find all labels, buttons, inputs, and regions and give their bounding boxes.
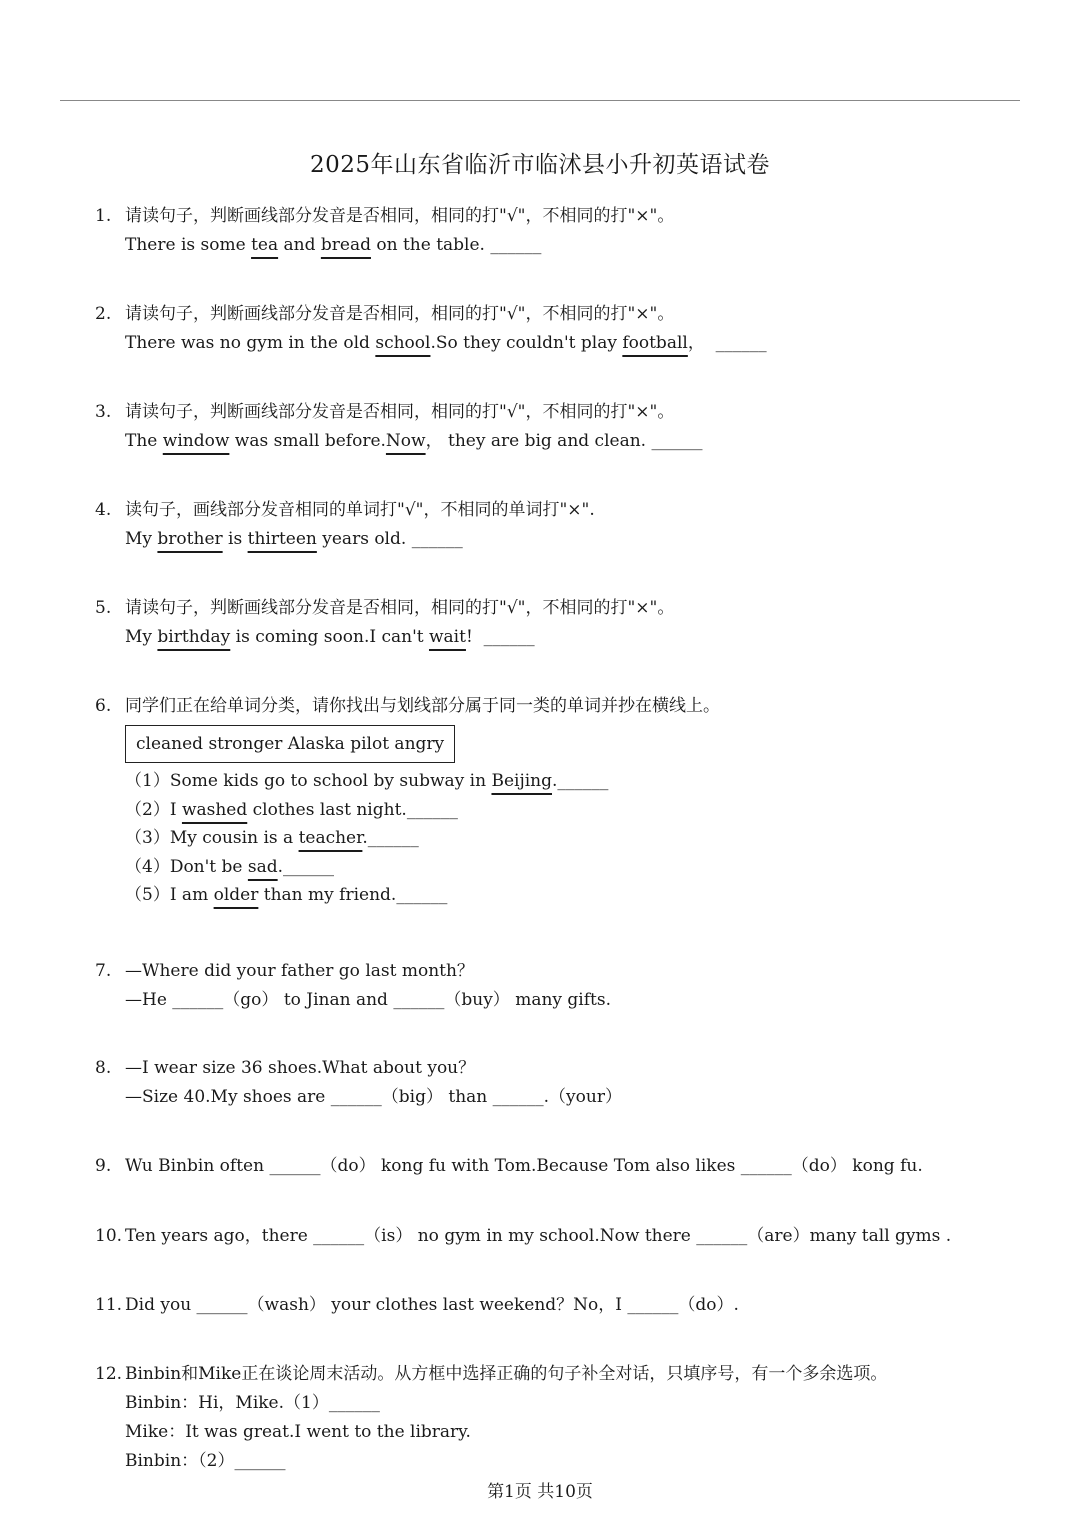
underlined-word: sad <box>247 856 278 877</box>
question-prompt: 请读句子，判断画线部分发音是否相同，相同的打"√"，不相同的打"×"。 <box>125 304 675 324</box>
answer-blank[interactable]: ______ <box>406 799 458 820</box>
question-prompt: 请读句子，判断画线部分发音是否相同，相同的打"√"，不相同的打"×"。 <box>125 598 675 618</box>
underlined-word: bread <box>320 235 371 255</box>
answer-blank[interactable]: ______ <box>330 1087 382 1107</box>
answer-blank[interactable]: ______ <box>627 1295 679 1315</box>
answer-blank[interactable]: ______ <box>492 1087 544 1107</box>
underlined-word: brother <box>157 529 223 549</box>
underlined-word: Now <box>385 431 426 451</box>
question-11: 11. Did you ______（wash） your clothes last weekend？No，I ______（do）. <box>95 1295 739 1315</box>
answer-blank[interactable]: ______ <box>396 885 448 905</box>
answer-blank[interactable]: ______ <box>411 529 463 549</box>
underlined-word: teacher <box>298 828 363 848</box>
question-6: 6. 同学们正在给单词分类，请你找出与划线部分属于同一类的单词并抄在横线上。 cleaned stronger Alaska pilot angry （1）Some kids go to school by subway in Beijing.______ （2）I washed clothes last night.______ （3）My cousin is a teacher.______ （4）Don't be sad.______ （5）I am older than my friend.______ <box>95 696 720 905</box>
question-10: 10. Ten years ago，there ______（is） no gym in my school.Now there ______（are）many tall gyms . <box>95 1226 952 1246</box>
underlined-word: wait <box>428 627 466 647</box>
answer-blank[interactable]: ______ <box>367 828 419 848</box>
answer-blank[interactable]: ______ <box>269 1156 321 1176</box>
question-9: 9. Wu Binbin often ______（do） kong fu with Tom.Because Tom also likes ______（do） kong fu. <box>95 1156 923 1176</box>
answer-blank[interactable]: ______ <box>234 1451 286 1471</box>
word-box: cleaned stronger Alaska pilot angry <box>125 725 455 763</box>
question-2: 2. 请读句子，判断画线部分发音是否相同，相同的打"√"，不相同的打"×"。 There was no gym in the old school.So they couldn't play football， ______ <box>95 304 767 353</box>
question-prompt: Binbin和Mike正在谈论周末活动。从方框中选择正确的句子补全对话，只填序号，有一个多余选项。 <box>125 1364 888 1384</box>
question-7: 7. —Where did your father go last month？ —He ______（go） to Jinan and ______（buy） many gifts. <box>95 961 611 1010</box>
question-12: 12. Binbin和Mike正在谈论周末活动。从方框中选择正确的句子补全对话，只填序号，有一个多余选项。 Binbin：Hi，Mike.（1）______ Mike：It was great.I went to the library. Binbin：（2）______ <box>95 1364 888 1471</box>
answer-blank[interactable]: ______ <box>196 1295 248 1315</box>
answer-blank[interactable]: ______ <box>740 1156 792 1176</box>
question-prompt: 请读句子，判断画线部分发音是否相同，相同的打"√"，不相同的打"×"。 <box>125 206 675 226</box>
underlined-word: school <box>375 333 431 353</box>
question-8: 8. —I wear size 36 shoes.What about you？ —Size 40.My shoes are ______（big） than ______.（your） <box>95 1058 622 1107</box>
underlined-word: birthday <box>157 627 231 647</box>
question-1: 1. 请读句子，判断画线部分发音是否相同，相同的打"√"，不相同的打"×"。 There is some tea and bread on the table. ______ <box>95 206 675 255</box>
answer-blank[interactable]: ______ <box>651 431 703 451</box>
answer-blank[interactable]: ______ <box>715 333 767 353</box>
answer-blank[interactable]: ______ <box>328 1393 380 1413</box>
answer-blank[interactable]: ______ <box>696 1226 748 1246</box>
answer-blank[interactable]: ______ <box>283 856 335 877</box>
answer-blank[interactable]: ______ <box>313 1226 365 1246</box>
header-rule <box>60 100 1020 101</box>
question-4: 4. 读句子，画线部分发音相同的单词打"√"，不相同的单词打"×". My brother is thirteen years old. ______ <box>95 500 595 549</box>
question-prompt: 请读句子，判断画线部分发音是否相同，相同的打"√"，不相同的打"×"。 <box>125 402 675 422</box>
page-footer: 第1页 共10页 <box>487 1482 593 1502</box>
answer-blank[interactable]: ______ <box>490 235 542 255</box>
underlined-word: window <box>162 431 230 451</box>
answer-blank[interactable]: ______ <box>393 990 445 1010</box>
question-3: 3. 请读句子，判断画线部分发音是否相同，相同的打"√"，不相同的打"×"。 The window was small before.Now， they are big and clean. ______ <box>95 402 703 451</box>
underlined-word: Beijing <box>491 771 552 791</box>
page-title: 2025年山东省临沂市临沭县小升初英语试卷 <box>309 152 771 178</box>
underlined-word: football <box>622 333 688 353</box>
answer-blank[interactable]: ______ <box>483 627 535 647</box>
underlined-word: tea <box>251 235 279 255</box>
answer-blank[interactable]: ______ <box>172 990 224 1010</box>
question-prompt: 读句子，画线部分发音相同的单词打"√"，不相同的单词打"×". <box>125 500 595 520</box>
question-5: 5. 请读句子，判断画线部分发音是否相同，相同的打"√"，不相同的打"×"。 My birthday is coming soon.I can't wait! ______ <box>95 598 675 647</box>
underlined-word: thirteen <box>247 529 317 549</box>
question-prompt: 同学们正在给单词分类，请你找出与划线部分属于同一类的单词并抄在横线上。 <box>125 696 720 716</box>
underlined-word: older <box>213 885 259 905</box>
underlined-word: washed <box>181 799 248 820</box>
answer-blank[interactable]: ______ <box>557 771 609 791</box>
